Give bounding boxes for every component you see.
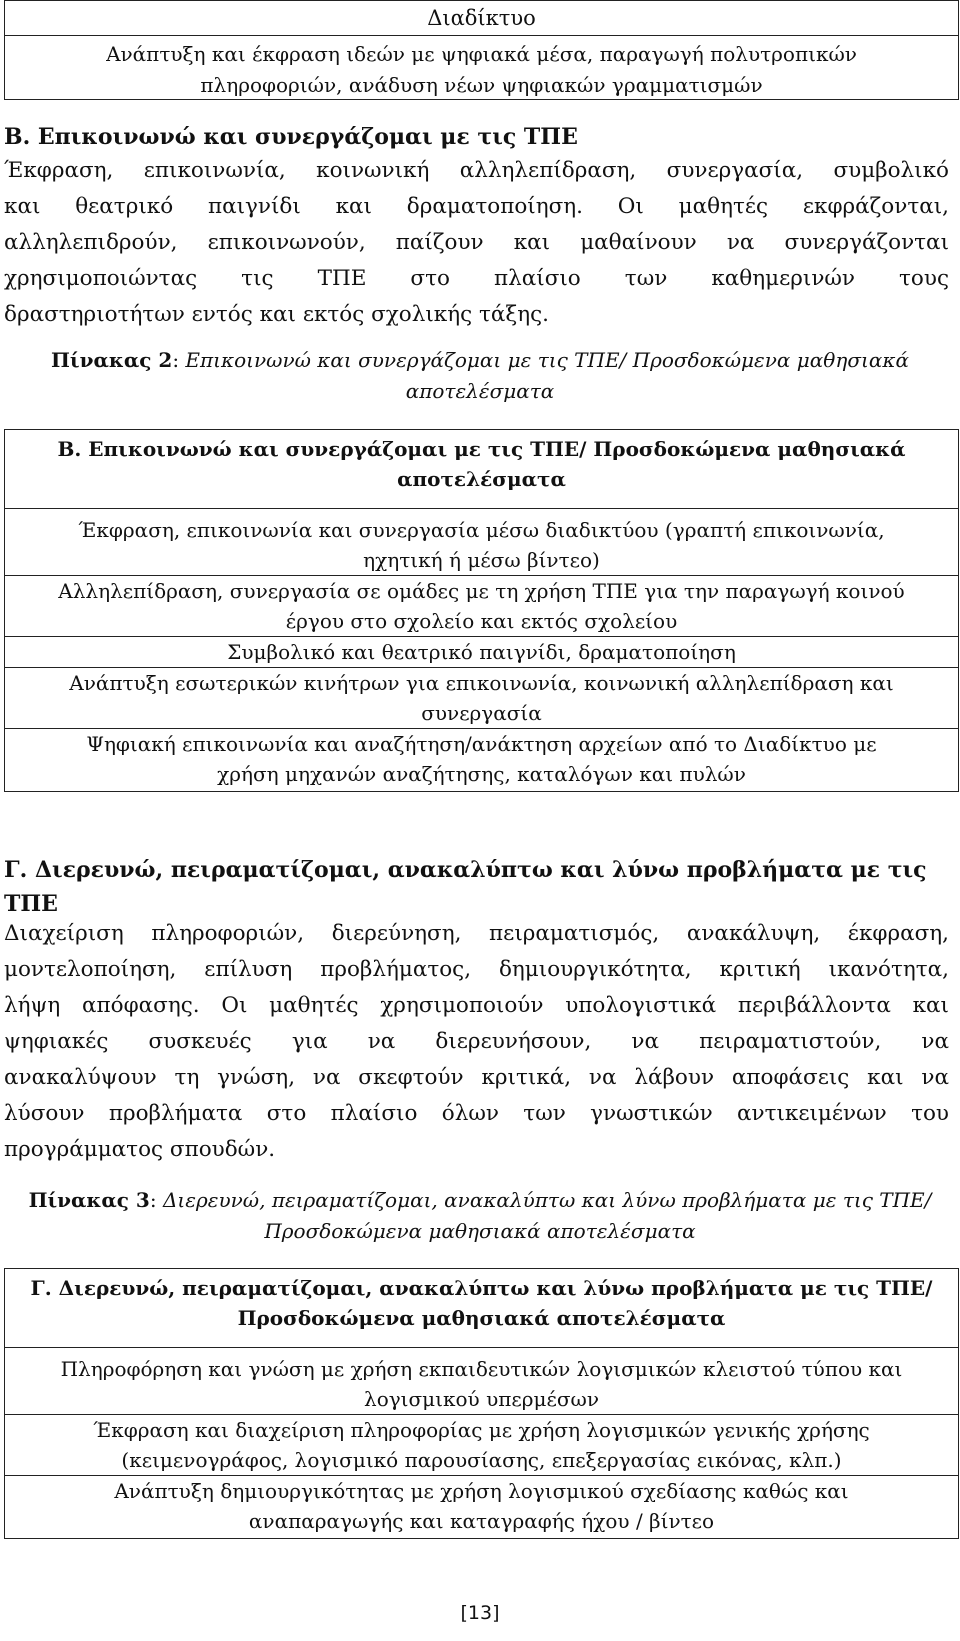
table-3-caption-separator: :: [149, 1188, 163, 1212]
cell-line: Ψηφιακή επικοινωνία και αναζήτηση/ανάκτηση αρχείων από το Διαδίκτυο με: [86, 732, 877, 756]
cell-line: χρήση μηχανών αναζήτησης, καταλόγων και πυλών: [217, 762, 746, 786]
table-3-caption-text: Διερευνώ, πειραματίζομαι, ανακαλύπτω και λύνω προβλήματα με τις ΤΠΕ/: [162, 1188, 932, 1212]
table-3-caption-line-2: Προσδοκώμενα μαθησιακά αποτελέσματα: [264, 1219, 696, 1243]
cell-line: Έκφραση και διαχείριση πληροφορίας με χρήση λογισμικών γενικής χρήσης: [93, 1418, 870, 1442]
table-cell: [5, 576, 959, 637]
section-c-line-1: Διαχείριση πληροφοριών, διερεύνηση, πειραματισμός, ανακάλυψη, έκφραση,: [4, 921, 949, 946]
section-c-paragraph: [4, 916, 949, 1168]
section-c-line-6: λύσουν προβλήματα στο πλαίσιο όλων των γνωστικών αντικειμένων του: [4, 1101, 949, 1126]
section-b-line-2: και θεατρικό παιγνίδι και δραματοποίηση. Οι μαθητές εκφράζονται,: [4, 194, 949, 219]
page-number: [13]: [460, 1602, 500, 1624]
table-2-caption: [0, 345, 960, 407]
table-3: [4, 1268, 959, 1539]
table-2-caption-label: Πίνακας 2: [51, 348, 173, 372]
table-2-caption-text: Επικοινωνώ και συνεργάζομαι με τις ΤΠΕ/ Προσδοκώμενα μαθησιακά: [185, 348, 909, 372]
section-c-line-3: λήψη απόφασης. Οι μαθητές χρησιμοποιούν υπολογιστικά περιβάλλοντα και: [4, 993, 949, 1018]
table-2: [4, 429, 959, 792]
section-b-line-4: χρησιμοποιώντας τις ΤΠΕ στο πλαίσιο των καθημερινών τους: [4, 266, 949, 291]
cell-line: (κειμενογράφος, λογισμικό παρουσίασης, επεξεργασίας εικόνας, κλπ.): [121, 1448, 842, 1472]
table-2-caption-line-2: αποτελέσματα: [405, 379, 555, 403]
table-row: [5, 637, 959, 668]
section-c-line-7: προγράμματος σπουδών.: [4, 1137, 276, 1162]
top-table: [4, 0, 959, 100]
table-2-caption-line-1: [0, 345, 960, 376]
section-c-line-2: μοντελοποίηση, επίλυση προβλήματος, δημιουργικότητα, κριτική ικανότητα,: [4, 957, 949, 982]
section-b-line-5: δραστηριοτήτων εντός και εκτός σχολικής τάξης.: [4, 302, 550, 327]
top-table-row-2-line-1: Ανάπτυξη και έκφραση ιδεών με ψηφιακά μέσα, παραγωγή πολυτροπικών: [106, 42, 857, 66]
cell-line: ηχητική ή μέσω βίντεο): [363, 548, 600, 572]
table-cell: [5, 1415, 959, 1476]
section-c-heading-line-2: ΤΠΕ: [4, 891, 58, 917]
cell-line: Πληροφόρηση και γνώση με χρήση εκπαιδευτικών λογισμικών κλειστού τύπου και: [60, 1357, 903, 1381]
table-row: [5, 509, 959, 576]
section-c-heading-line-1: Γ. Διερευνώ, πειραματίζομαι, ανακαλύπτω και λύνω προβλήματα με τις: [4, 857, 927, 883]
table-3-header-line-2: Προσδοκώμενα μαθησιακά αποτελέσματα: [237, 1306, 726, 1330]
table-2-header-row: [5, 430, 959, 509]
table-2-header: [5, 430, 959, 509]
table-2-header-line-1: Β. Επικοινωνώ και συνεργάζομαι με τις ΤΠΕ/ Προσδοκώμενα μαθησιακά: [57, 437, 906, 461]
table-3-caption: [0, 1185, 960, 1247]
table-3-caption-label: Πίνακας 3: [28, 1188, 150, 1212]
table-cell: [5, 1348, 959, 1415]
section-b-paragraph: [4, 153, 949, 333]
section-c-line-4: ψηφιακές συσκευές για να διερευνήσουν, να πειραματιστούν, να: [4, 1029, 949, 1054]
table-cell: [5, 509, 959, 576]
cell-line: Έκφραση, επικοινωνία και συνεργασία μέσω διαδικτύου (γραπτή επικοινωνία,: [78, 518, 885, 542]
table-row: [5, 1415, 959, 1476]
table-3-header: [5, 1269, 959, 1348]
section-b-line-1: Έκφραση, επικοινωνία, κοινωνική αλληλεπίδραση, συνεργασία, συμβολικό: [4, 158, 949, 183]
section-b-line-3: αλληλεπιδρούν, επικοινωνούν, παίζουν και μαθαίνουν να συνεργάζονται: [4, 230, 949, 255]
table-cell: [5, 637, 959, 668]
table-cell: [5, 668, 959, 729]
section-c-heading: [4, 853, 949, 921]
cell-line: Ανάπτυξη δημιουργικότητας με χρήση λογισμικού σχεδίασης καθώς και: [114, 1479, 849, 1503]
table-2-header-line-2: αποτελέσματα: [397, 467, 566, 491]
table-row: [5, 1348, 959, 1415]
table-cell: [5, 1476, 959, 1539]
cell-line: λογισμικού υπερμέσων: [364, 1387, 599, 1411]
table-3-caption-line-1: [0, 1185, 960, 1216]
cell-line: Ανάπτυξη εσωτερικών κινήτρων για επικοινωνία, κοινωνική αλληλεπίδραση και: [69, 671, 894, 695]
table-row: [5, 668, 959, 729]
table-3-header-line-1: Γ. Διερευνώ, πειραματίζομαι, ανακαλύπτω και λύνω προβλήματα με τις ΤΠΕ/: [30, 1276, 933, 1300]
cell-line: συνεργασία: [421, 701, 542, 725]
top-table-row-2: [5, 36, 958, 101]
top-table-row-2-line-2: πληροφοριών, ανάδυση νέων ψηφιακών γραμματισμών: [200, 73, 763, 97]
table-2-caption-separator: :: [172, 348, 186, 372]
table-cell: [5, 729, 959, 792]
cell-line: έργου στο σχολείο και εκτός σχολείου: [285, 609, 678, 633]
cell-line: αναπαραγωγής και καταγραφής ήχου / βίντεο: [248, 1509, 715, 1533]
top-table-row-1: Διαδίκτυο: [5, 1, 958, 36]
cell-line: Αλληλεπίδραση, συνεργασία σε ομάδες με τη χρήση ΤΠΕ για την παραγωγή κοινού: [58, 579, 905, 603]
section-c-line-5: ανακαλύψουν τη γνώση, να σκεφτούν κριτικά, να λάβουν αποφάσεις και να: [4, 1065, 949, 1090]
table-3-header-row: [5, 1269, 959, 1348]
table-row: [5, 729, 959, 792]
table-row: [5, 1476, 959, 1539]
table-row: [5, 576, 959, 637]
section-b-heading: Β. Επικοινωνώ και συνεργάζομαι με τις ΤΠΕ: [4, 124, 578, 150]
cell-line: Συμβολικό και θεατρικό παιγνίδι, δραματοποίηση: [227, 640, 736, 664]
